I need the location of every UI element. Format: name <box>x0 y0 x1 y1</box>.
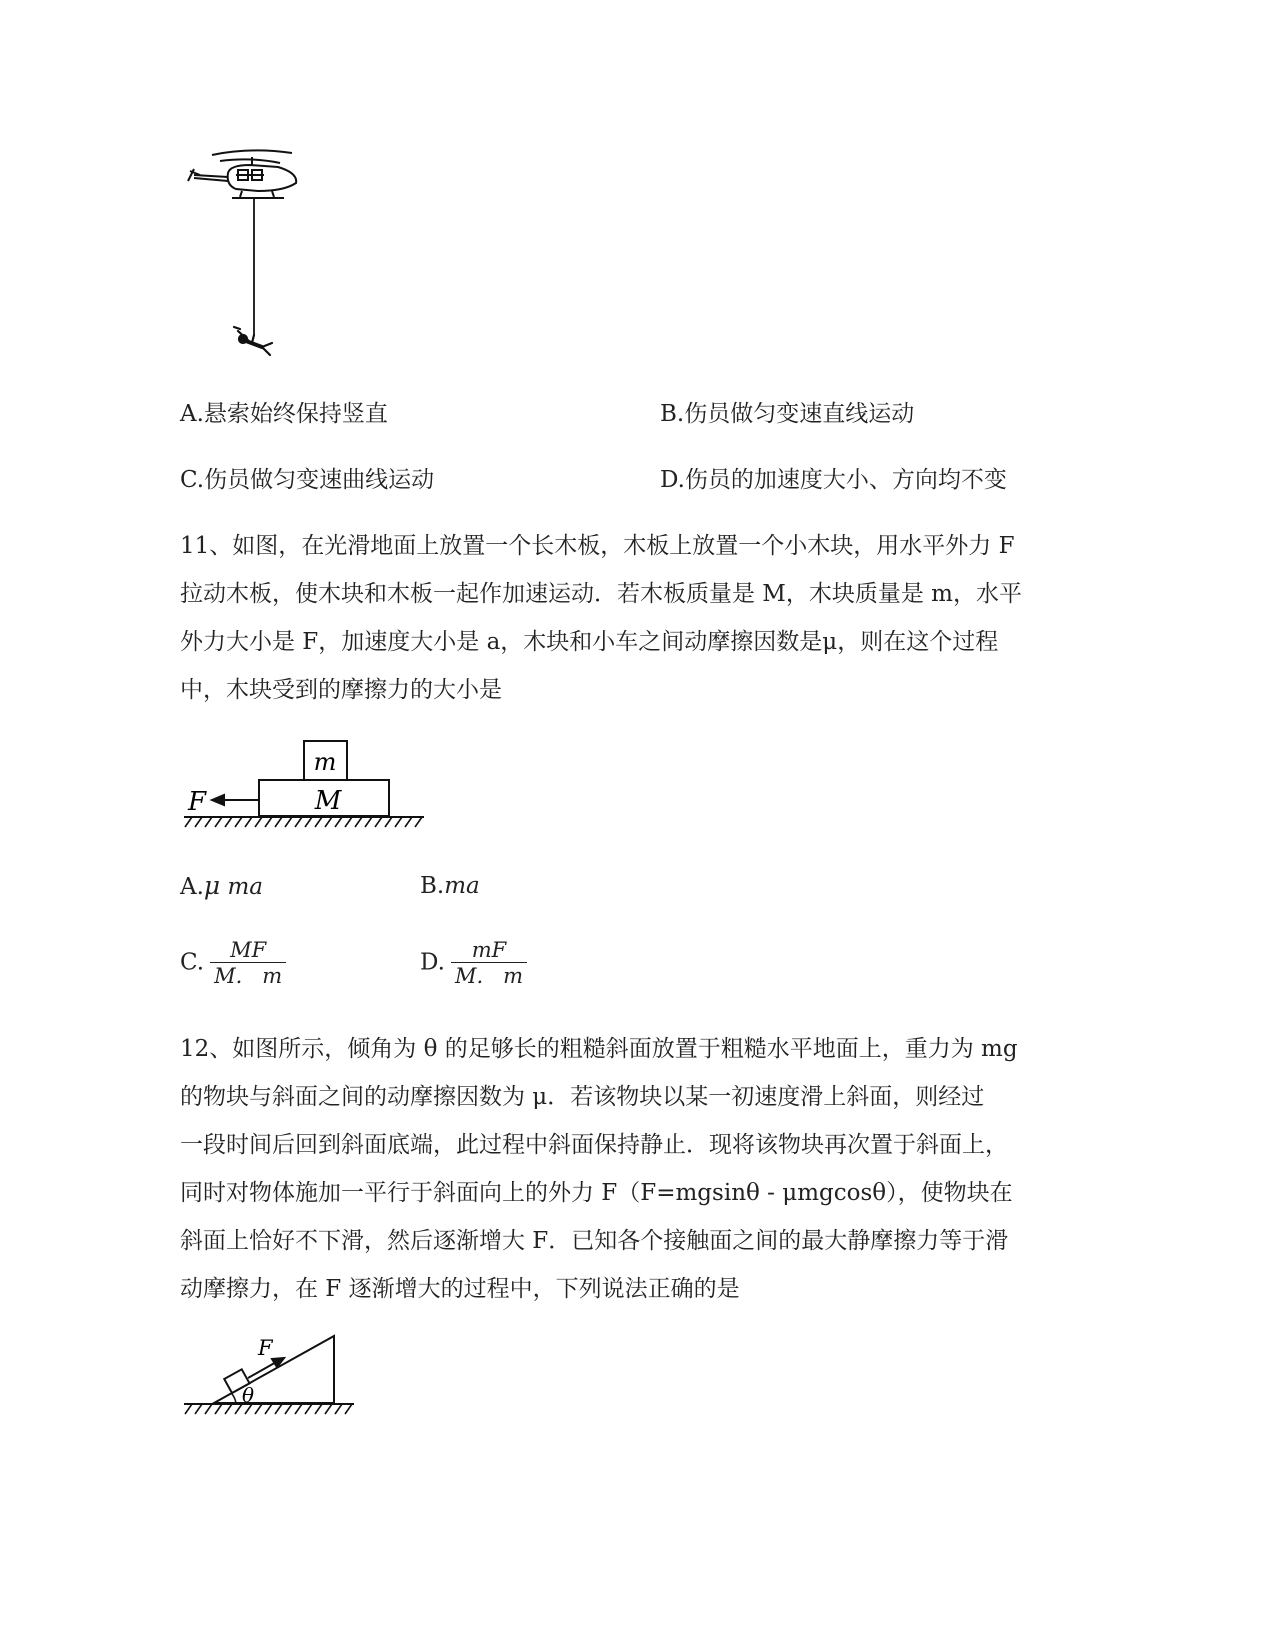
q12-line-2: 的物块与斜面之间的动摩擦因数为 μ．若该物块以某一初速度滑上斜面，则经过 <box>180 1084 985 1110</box>
hatch-mark <box>345 1404 352 1414</box>
hatch-mark <box>385 817 392 827</box>
ground-hatching <box>185 817 422 827</box>
hatch-mark <box>235 817 242 827</box>
q11-board-block-figure <box>180 735 430 835</box>
hatch-mark <box>275 817 282 827</box>
q11-option-a-mu: μ <box>203 871 221 900</box>
q10-option-c: C.伤员做匀变速曲线运动 <box>180 467 435 493</box>
q11-option-b-prefix: B. <box>420 873 445 899</box>
hatch-mark <box>295 1404 302 1414</box>
hatch-mark <box>255 817 262 827</box>
hatch-mark <box>195 817 202 827</box>
q11-option-a-expr: ma <box>227 874 264 900</box>
hatch-mark <box>235 1404 242 1414</box>
q12-line-6: 动摩擦力，在 F 逐渐增大的过程中，下列说法正确的是 <box>180 1276 740 1302</box>
q11-option-d-prefix: D. <box>420 949 445 976</box>
q11-line-1: 11、如图，在光滑地面上放置一个长木板，木板上放置一个小木块，用水平外力 F <box>180 533 1015 559</box>
q11-option-c-denominator: M. m <box>214 964 283 988</box>
hatch-mark <box>245 817 252 827</box>
q11-option-a <box>180 870 263 903</box>
angle-arc <box>232 1394 236 1403</box>
hatch-mark <box>285 1404 292 1414</box>
label-M: M <box>314 786 342 816</box>
hatch-mark <box>335 817 342 827</box>
hatch-mark <box>215 817 222 827</box>
label-m: m <box>313 748 337 776</box>
q11-line-4: 中，木块受到的摩擦力的大小是 <box>180 677 502 703</box>
q12-line-4: 同时对物体施加一平行于斜面向上的外力 F（F=mgsinθ - μmgcosθ），使物块在 <box>180 1180 1013 1206</box>
helicopter-icon <box>188 150 296 198</box>
q12-line-3: 一段时间后回到斜面底端，此过程中斜面保持静止．现将该物块再次置于斜面上， <box>180 1132 1008 1158</box>
hatch-mark <box>255 1404 262 1414</box>
hatch-mark <box>305 817 312 827</box>
q11-option-d-denominator: M. m <box>454 964 524 988</box>
helicopter-rescue-figure <box>180 145 310 365</box>
q10-option-b: B.伤员做匀变速直线运动 <box>660 401 915 427</box>
hatch-mark <box>365 817 372 827</box>
force-arrow-icon <box>212 795 259 805</box>
hatch-mark <box>375 817 382 827</box>
q12-line-5: 斜面上恰好不下滑，然后逐渐增大 F．已知各个接触面之间的最大静摩擦力等于滑 <box>180 1228 1009 1254</box>
hatch-mark <box>395 817 402 827</box>
hatch-mark <box>295 817 302 827</box>
q11-question-text <box>180 522 1022 714</box>
hatch-mark <box>205 1404 212 1414</box>
hatch-mark <box>335 1404 342 1414</box>
ground-hatching <box>185 1404 352 1414</box>
hatch-mark <box>305 1404 312 1414</box>
q11-option-c-numerator: MF <box>210 938 286 963</box>
q11-option-d <box>420 938 527 989</box>
hatch-mark <box>415 817 422 827</box>
q11-option-b <box>420 870 480 902</box>
hatch-mark <box>265 817 272 827</box>
q11-option-b-expr: ma <box>444 873 480 899</box>
q11-option-a-prefix: A. <box>180 874 204 900</box>
q11-line-3: 外力大小是 F，加速度大小是 a，木块和小车之间动摩擦因数是μ，则在这个过程 <box>180 629 999 655</box>
hatch-mark <box>265 1404 272 1414</box>
hatch-mark <box>215 1404 222 1414</box>
hatch-mark <box>195 1404 202 1414</box>
q11-option-d-numerator: mF <box>451 938 527 963</box>
hatch-mark <box>315 817 322 827</box>
q12-question-text <box>180 1025 1018 1313</box>
hatch-mark <box>185 817 192 827</box>
hatch-mark <box>205 817 212 827</box>
hatch-mark <box>315 1404 322 1414</box>
q11-option-c-fraction <box>210 938 286 989</box>
hatch-mark <box>225 817 232 827</box>
q11-line-2: 拉动木板，使木块和木板一起作加速运动．若木板质量是 M，木块质量是 m，水平 <box>180 581 1022 607</box>
q10-option-a: A.悬索始终保持竖直 <box>180 401 388 427</box>
hatch-mark <box>285 817 292 827</box>
hatch-mark <box>325 1404 332 1414</box>
hatch-mark <box>355 817 362 827</box>
q11-option-c <box>180 938 286 989</box>
hatch-mark <box>225 1404 232 1414</box>
q12-incline-figure <box>180 1330 360 1425</box>
q12-line-1: 12、如图所示，倾角为 θ 的足够长的粗糙斜面放置于粗糙水平地面上，重力为 mg <box>180 1036 1018 1062</box>
q11-option-d-fraction <box>451 938 527 989</box>
hatch-mark <box>345 817 352 827</box>
hatch-mark <box>405 817 412 827</box>
label-F: F <box>258 1336 273 1360</box>
hatch-mark <box>275 1404 282 1414</box>
hatch-mark <box>185 1404 192 1414</box>
q10-option-d: D.伤员的加速度大小、方向均不变 <box>660 467 1007 493</box>
injured-person-icon <box>234 327 272 355</box>
label-theta: θ <box>242 1383 255 1407</box>
q11-option-c-prefix: C. <box>180 949 205 976</box>
label-F: F <box>188 787 207 817</box>
hatch-mark <box>325 817 332 827</box>
